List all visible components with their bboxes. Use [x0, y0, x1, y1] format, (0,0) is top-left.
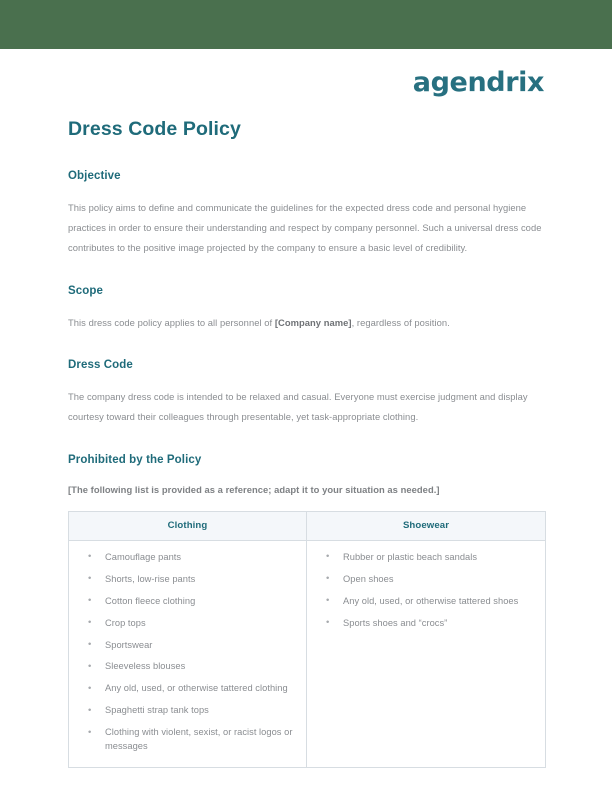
header-green-band: [0, 0, 612, 49]
agendrix-logo: agendrix: [412, 66, 544, 98]
list-item: • Spaghetti strap tank tops: [77, 704, 298, 726]
scope-text-before: This dress code policy applies to all personnel of: [68, 316, 275, 328]
list-item: • Sports shoes and “crocs”: [315, 617, 537, 630]
section-prohibited: [68, 453, 545, 769]
list-item: • Clothing with violent, sexist, or racist logos or messages: [77, 726, 298, 753]
scope-paragraph: [68, 313, 545, 333]
document-content: [68, 118, 545, 792]
shoewear-cell: [307, 540, 546, 768]
list-item: • Open shoes: [315, 573, 537, 595]
clothing-list: [77, 551, 298, 754]
section-dress-code: [68, 358, 545, 426]
list-item: • Sleeveless blouses: [77, 660, 298, 682]
company-name-placeholder: [Company name]: [274, 316, 352, 328]
prohibited-note: [The following list is provided as a reference; adapt it to your situation as needed.]: [68, 483, 440, 495]
list-item: • Camouflage pants: [77, 551, 298, 573]
dress-code-heading: Dress Code: [68, 359, 133, 372]
list-item: • Crop tops: [77, 617, 298, 639]
brand-header: [0, 60, 612, 104]
list-item: • Cotton fleece clothing: [77, 595, 298, 617]
clothing-cell: [69, 540, 307, 768]
objective-heading: Objective: [68, 170, 121, 183]
section-scope: [68, 284, 545, 333]
dress-code-paragraph: The company dress code is intended to be relaxed and casual. Everyone must exercise judgment and display courtesy toward their colleagues through presentable, yet task-appropriate clothing.: [68, 391, 528, 422]
column-header-clothing: Clothing: [69, 511, 307, 540]
column-header-shoewear: Shoewear: [307, 511, 546, 540]
table-header-row: [69, 511, 546, 540]
list-item: • Any old, used, or otherwise tattered clothing: [77, 682, 298, 704]
list-item: • Rubber or plastic beach sandals: [315, 551, 537, 573]
prohibited-items-table: [68, 511, 546, 769]
section-objective: [68, 169, 545, 257]
objective-paragraph: This policy aims to define and communicate the guidelines for the expected dress code and personal hygiene practices in order to ensure their understanding and respect by company personnel. Such a universal dress code contributes to the positive image projected by the company to ensure a basic level of credibility.: [68, 202, 542, 253]
page-title: Dress Code Policy: [68, 118, 241, 140]
list-item: • Any old, used, or otherwise tattered shoes: [315, 595, 537, 617]
prohibited-heading: Prohibited by the Policy: [68, 453, 202, 466]
list-item: • Shorts, low-rise pants: [77, 573, 298, 595]
scope-text-after: , regardless of position.: [351, 316, 450, 328]
scope-heading: Scope: [68, 284, 104, 297]
table-row: [69, 540, 546, 768]
shoewear-list: [315, 551, 537, 630]
list-item: • Sportswear: [77, 639, 298, 661]
